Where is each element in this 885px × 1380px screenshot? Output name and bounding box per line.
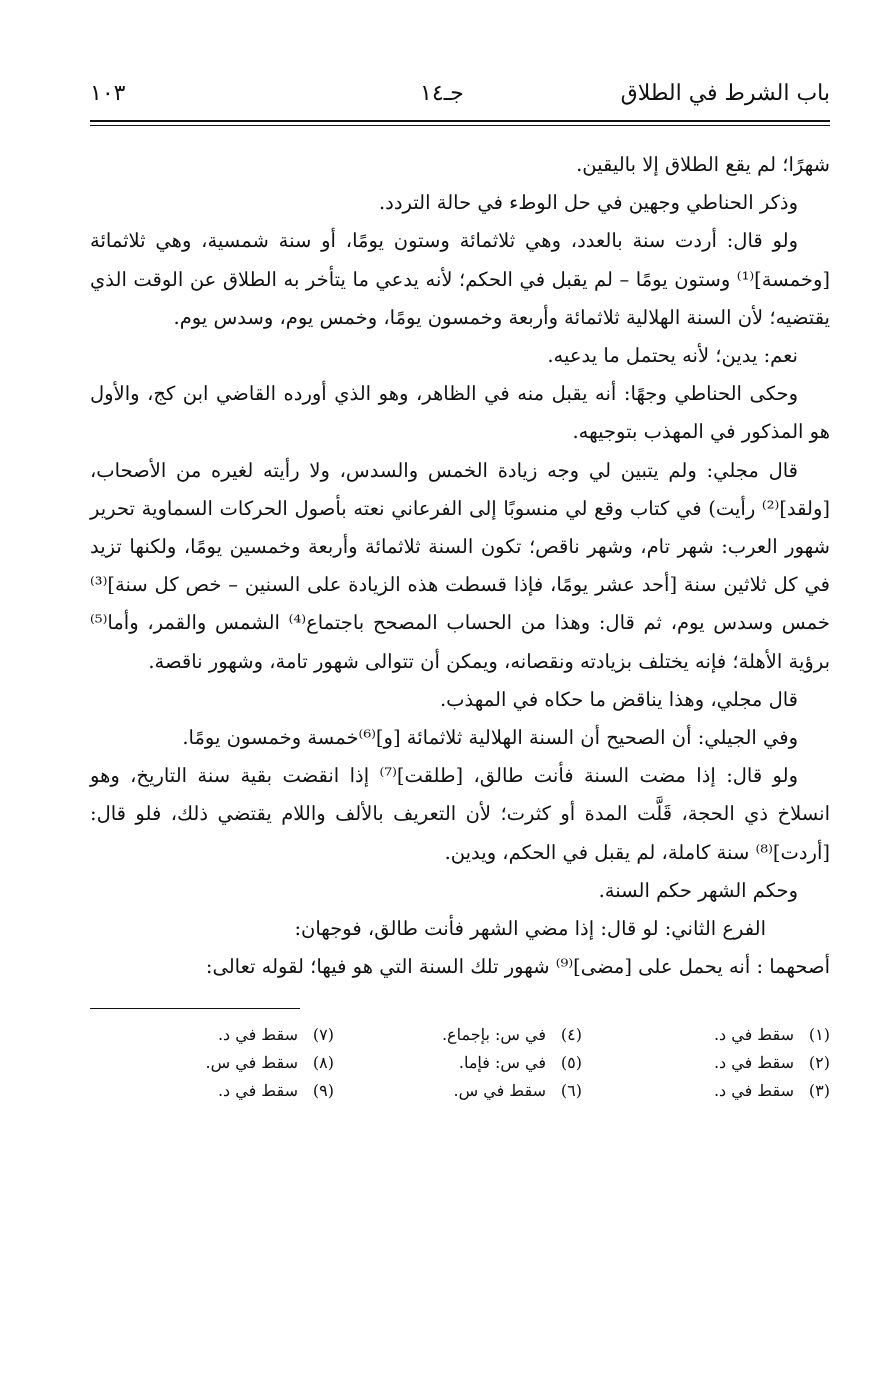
footnote-text: في س: بإجماع.	[441, 1025, 546, 1045]
footnote	[582, 1021, 830, 1049]
footnote-text: سقط في د.	[713, 1053, 794, 1073]
paragraph: ولو قال: إذا مضت السنة فأنت طالق، [طلقت]⁽⁷⁾ إذا انقضت بقية سنة التاريخ، وهو انسلاخ ذي الحجة، قَلَّت المدة أو كثرت؛ لأن التعريف بالألف واللام يقتضي ذلك، فلو قال: [أردت]⁽⁸⁾ سنة كاملة، لم يقبل في الحكم، ويدين.	[90, 764, 830, 864]
paragraph: أصحهما : أنه يحمل على [مضى]⁽⁹⁾ شهور تلك السنة التي هو فيها؛ لقوله تعالى:	[205, 955, 830, 979]
footnote	[334, 1077, 582, 1105]
footnote-number: (٨)	[312, 1053, 334, 1073]
page-number: ١٠٣	[90, 81, 126, 106]
paragraph: وفي الجيلي: أن الصحيح أن السنة الهلالية ثلاثمائة [و]⁽⁶⁾خمسة وخمسون يومًا.	[182, 726, 798, 750]
footnote	[334, 1049, 582, 1077]
footnote-text: سقط في س.	[453, 1081, 546, 1101]
header-rule-thick	[90, 120, 830, 122]
footnote	[334, 1021, 582, 1049]
footnote-number: (٥)	[560, 1053, 582, 1073]
footnotes	[90, 1021, 830, 1105]
paragraph: شهرًا؛ لم يقع الطلاق إلا باليقين.	[576, 153, 830, 176]
footnote	[90, 1021, 334, 1049]
paragraph: قال مجلي: ولم يتبين لي وجه زيادة الخمس والسدس، ولا رأيته لغيره من الأصحاب، [ولقد]⁽²⁾ رأيت) في كتاب وقع لي منسوبًا إلى الفرعاني نعته بأصول الحركات السماوية تحرير شهور العرب: شهر تام، وشهر ناقص؛ تكون السنة ثلاثمائة وأربعة وخمسين يومًا، ولكنها تزيد في كل ثلاثين سنة [أحد عشر يومًا، فإذا قسطت هذه الزيادة على السنين – خص كل سنة]⁽³⁾ خمس وسدس يوم، ثم قال: وهذا من الحساب المصحح باجتماع⁽⁴⁾ الشمس والقمر، وأما⁽⁵⁾ برؤية الأهلة؛ فإنه يختلف بزيادته ونقصانه، ويمكن أن تتوالى شهور تامة، وشهور ناقصة.	[90, 458, 830, 673]
paragraph: قال مجلي، وهذا يناقض ما حكاه في المهذب.	[439, 687, 798, 711]
paragraph: وذكر الحناطي وجهين في حل الوطء في حالة التردد.	[378, 191, 798, 215]
paragraph: ولو قال: أردت سنة بالعدد، وهي ثلاثمائة وستون يومًا، أو سنة شمسية، وهي ثلاثمائة [وخمسة]⁽¹⁾ وستون يومًا – لم يقبل في الحكم؛ لأنه يدعي ما يتأخر به الطلاق عن الوقت الذي يقتضيه؛ لأن السنة الهلالية ثلاثمائة وأربعة وخمسون يومًا، وخمس يوم، وسدس يوم.	[90, 229, 830, 329]
volume-number: جـ١٤	[420, 81, 464, 106]
footnote	[90, 1077, 334, 1105]
footnote-number: (٦)	[560, 1081, 582, 1101]
footnote-number: (٤)	[560, 1025, 582, 1045]
footnote	[582, 1049, 830, 1077]
footnote-text: سقط في د.	[713, 1025, 794, 1045]
main-text	[90, 146, 830, 986]
header-rule-thin	[90, 125, 830, 126]
paragraph: الفرع الثاني: لو قال: إذا مضي الشهر فأنت طالق، فوجهان:	[294, 917, 766, 941]
footnote-text: سقط في س.	[205, 1053, 298, 1073]
chapter-title: باب الشرط في الطلاق	[620, 81, 830, 106]
footnote-text: في س: فإما.	[458, 1053, 546, 1073]
footnote-text: سقط في د.	[217, 1081, 298, 1101]
footnote-number: (٢)	[808, 1053, 830, 1073]
running-header	[90, 70, 830, 118]
footnote-number: (١)	[808, 1025, 830, 1045]
footnote-separator	[90, 1008, 300, 1009]
paragraph: وحكى الحناطي وجهًا: أنه يقبل منه في الظاهر، وهو الذي أورده القاضي ابن كج، والأول هو المذكور في المهذب بتوجيهه.	[90, 382, 830, 444]
footnote-number: (٩)	[312, 1081, 334, 1101]
footnote-number: (٣)	[808, 1081, 830, 1101]
footnote	[90, 1049, 334, 1077]
footnote	[582, 1077, 830, 1105]
footnote-text: سقط في د.	[217, 1025, 298, 1045]
paragraph: وحكم الشهر حكم السنة.	[598, 878, 798, 902]
footnote-number: (٧)	[312, 1025, 334, 1045]
footnote-text: سقط في د.	[713, 1081, 794, 1101]
book-page	[90, 70, 830, 1105]
paragraph: نعم: يدين؛ لأنه يحتمل ما يدعيه.	[547, 344, 798, 368]
